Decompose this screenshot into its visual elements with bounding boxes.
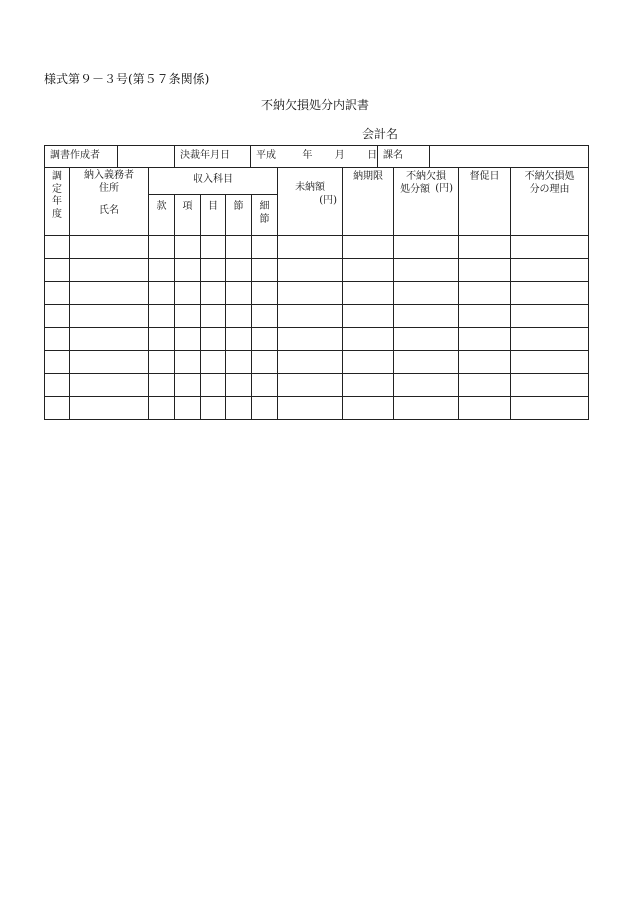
cell[interactable] [394, 351, 459, 374]
breakdown-table [44, 167, 589, 420]
cell[interactable] [343, 236, 394, 259]
section-label: 課名 [378, 146, 430, 168]
cell[interactable] [45, 351, 70, 374]
revenue-item-header: 収入科目 [149, 168, 278, 195]
cell[interactable] [343, 374, 394, 397]
cell[interactable] [45, 282, 70, 305]
preparer-label: 調書作成者 [45, 146, 118, 168]
cell[interactable] [149, 282, 175, 305]
section-field[interactable] [430, 146, 589, 168]
cell[interactable] [394, 328, 459, 351]
cell[interactable] [394, 282, 459, 305]
cell[interactable] [226, 328, 252, 351]
table-row [45, 328, 589, 351]
saisetsu-header: 細 節 [252, 195, 278, 236]
decision-date-label: 決裁年月日 [175, 146, 251, 168]
cell[interactable] [278, 374, 343, 397]
cell[interactable] [149, 374, 175, 397]
cell[interactable] [226, 374, 252, 397]
cell[interactable] [45, 397, 70, 420]
cell[interactable] [459, 282, 511, 305]
cell[interactable] [226, 351, 252, 374]
cell[interactable] [511, 236, 589, 259]
cell[interactable] [149, 397, 175, 420]
fiscal-year-header: 調 定 年 度 [45, 168, 70, 236]
cell[interactable] [278, 305, 343, 328]
cell[interactable] [175, 282, 201, 305]
cell[interactable] [252, 328, 278, 351]
cell[interactable] [226, 305, 252, 328]
cell[interactable] [278, 282, 343, 305]
cell[interactable] [175, 305, 201, 328]
cell[interactable] [278, 328, 343, 351]
cell[interactable] [226, 259, 252, 282]
era-label: 平成 [256, 150, 276, 162]
cell[interactable] [394, 236, 459, 259]
cell[interactable] [278, 236, 343, 259]
due-date-header: 納期限 [343, 168, 394, 236]
cell[interactable] [394, 305, 459, 328]
cell[interactable] [201, 259, 226, 282]
month-label: 月 [334, 150, 345, 162]
day-label: 日 [367, 150, 378, 162]
cell[interactable] [70, 236, 149, 259]
cell[interactable] [394, 259, 459, 282]
cell[interactable] [343, 305, 394, 328]
moku-header: 目 [201, 195, 226, 236]
cell[interactable] [45, 328, 70, 351]
cell[interactable] [511, 397, 589, 420]
document-title: 不納欠損処分内訳書 [260, 98, 369, 112]
cell[interactable] [226, 236, 252, 259]
decision-date-field[interactable] [251, 146, 378, 168]
cell[interactable] [149, 236, 175, 259]
cell[interactable] [511, 282, 589, 305]
table-row [45, 351, 589, 374]
cell[interactable] [252, 259, 278, 282]
cell[interactable] [201, 328, 226, 351]
cell[interactable] [343, 397, 394, 420]
table-row [45, 305, 589, 328]
cell[interactable] [511, 305, 589, 328]
kan-header: 款 [149, 195, 175, 236]
cell[interactable] [175, 259, 201, 282]
setsu-header: 節 [226, 195, 252, 236]
cell[interactable] [149, 328, 175, 351]
cell[interactable] [175, 374, 201, 397]
cell[interactable] [459, 374, 511, 397]
cell[interactable] [226, 397, 252, 420]
cell[interactable] [394, 397, 459, 420]
cell[interactable] [511, 374, 589, 397]
cell[interactable] [70, 328, 149, 351]
cell[interactable] [149, 259, 175, 282]
cell[interactable] [459, 328, 511, 351]
cell[interactable] [252, 397, 278, 420]
cell[interactable] [45, 236, 70, 259]
reminder-date-header: 督促日 [459, 168, 511, 236]
cell[interactable] [459, 351, 511, 374]
table-row [45, 397, 589, 420]
cell[interactable] [201, 236, 226, 259]
cell[interactable] [252, 282, 278, 305]
table-row [45, 236, 589, 259]
cell[interactable] [252, 374, 278, 397]
write-off-reason-header: 不納欠損処 分の理由 [511, 168, 589, 236]
obligor-header: 納入義務者 住所 氏名 [70, 168, 149, 236]
cell[interactable] [70, 282, 149, 305]
form-number: 様式第９－３号(第５７条関係) [44, 72, 210, 86]
cell[interactable] [149, 351, 175, 374]
cell[interactable] [394, 374, 459, 397]
cell[interactable] [252, 351, 278, 374]
cell[interactable] [459, 305, 511, 328]
cell[interactable] [70, 351, 149, 374]
cell[interactable] [70, 305, 149, 328]
cell[interactable] [343, 282, 394, 305]
cell[interactable] [459, 397, 511, 420]
cell[interactable] [201, 374, 226, 397]
header-info-table [44, 145, 589, 168]
cell[interactable] [459, 236, 511, 259]
cell[interactable] [149, 305, 175, 328]
account-name-label: 会計名 [362, 127, 399, 141]
table-row [45, 374, 589, 397]
cell[interactable] [343, 259, 394, 282]
cell[interactable] [278, 397, 343, 420]
table-row [45, 259, 589, 282]
cell[interactable] [201, 397, 226, 420]
cell[interactable] [252, 236, 278, 259]
write-off-amount-header: 不納欠損 処分額 (円) [394, 168, 459, 236]
cell[interactable] [343, 328, 394, 351]
cell[interactable] [45, 374, 70, 397]
cell[interactable] [511, 328, 589, 351]
year-label: 年 [302, 150, 313, 162]
cell[interactable] [175, 397, 201, 420]
cell[interactable] [459, 259, 511, 282]
kou-header: 項 [175, 195, 201, 236]
preparer-field[interactable] [118, 146, 175, 168]
cell[interactable] [343, 351, 394, 374]
cell[interactable] [278, 351, 343, 374]
cell[interactable] [70, 397, 149, 420]
cell[interactable] [511, 259, 589, 282]
cell[interactable] [252, 305, 278, 328]
cell[interactable] [511, 351, 589, 374]
unpaid-amount-header: 未納額 (円) [278, 168, 343, 236]
cell[interactable] [201, 351, 226, 374]
table-row [45, 282, 589, 305]
cell[interactable] [201, 282, 226, 305]
cell[interactable] [201, 305, 226, 328]
cell[interactable] [175, 328, 201, 351]
cell[interactable] [45, 305, 70, 328]
cell[interactable] [70, 259, 149, 282]
cell[interactable] [45, 259, 70, 282]
cell[interactable] [175, 351, 201, 374]
cell[interactable] [70, 374, 149, 397]
cell[interactable] [175, 236, 201, 259]
cell[interactable] [278, 259, 343, 282]
cell[interactable] [226, 282, 252, 305]
